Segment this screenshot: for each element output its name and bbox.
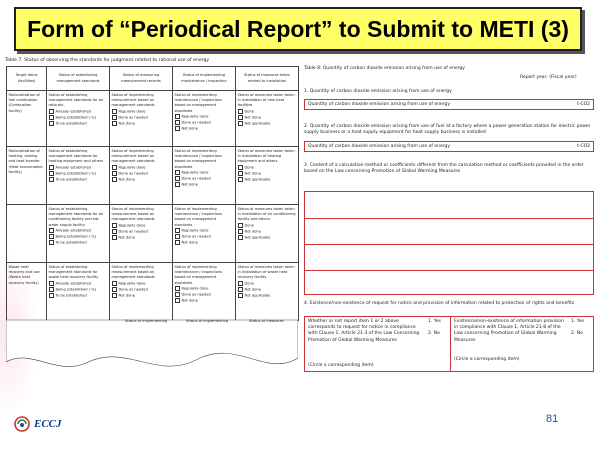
checkbox-icon[interactable] — [175, 176, 180, 181]
table7-target-cell: Rationalization of fuel combustion (Combustion facility) — [7, 91, 47, 147]
checkbox-label: Not done — [118, 121, 135, 126]
checkbox-label: Regularly done — [181, 228, 209, 233]
checkbox-label: To be established — [55, 121, 87, 126]
checkbox-icon[interactable] — [175, 170, 180, 175]
item2-box-label: Quantity of carbon dioxide emission arising from use of energy — [308, 144, 451, 149]
table7-checkbox-option[interactable] — [175, 182, 234, 188]
checkbox-icon[interactable] — [175, 298, 180, 303]
table7-cell — [173, 205, 236, 263]
checkbox-icon[interactable] — [112, 121, 117, 126]
checkbox-label: Done — [244, 223, 254, 228]
checkbox-icon[interactable] — [49, 293, 54, 298]
table7-cell-text: Status of implementing maintenance / inspections based on management standards — [174, 264, 222, 285]
item4-left-option: 1. Yes — [428, 319, 441, 324]
table7-cell-text: Status of implementing measurement based on management standards — [111, 264, 155, 280]
table7-cell-text: Status of implementing measurement based on management standards — [111, 92, 155, 108]
item4-right-note: (Circle a corresponding item) — [454, 357, 520, 362]
checkbox-icon[interactable] — [49, 240, 54, 245]
table7-header: Status of measuring measurement records — [110, 67, 173, 91]
checkbox-label: Already established — [55, 109, 91, 114]
table7-checkbox-option[interactable] — [112, 235, 171, 241]
checkbox-label: Regularly done — [118, 109, 146, 114]
table7-cell-text: Status of implementing maintenance / inspections based on management standards — [174, 148, 222, 169]
table7-partial-cell: Status of implementing — [125, 319, 168, 323]
table7-checkbox-option[interactable] — [175, 298, 234, 304]
table7-header: Status of establishing management standards — [47, 67, 110, 91]
checkbox-label: Done as needed — [181, 234, 211, 239]
checkbox-label: Being established ( %) — [55, 234, 96, 239]
table7-cell — [236, 91, 299, 147]
table7-cell-text: Status of establishing management standards for heating equipment and others — [48, 148, 104, 164]
checkbox-label: Already established — [55, 281, 91, 286]
checkbox-icon[interactable] — [49, 234, 54, 239]
checkbox-label: Not done — [181, 126, 198, 131]
checkbox-label: Being established ( %) — [55, 115, 96, 120]
checkbox-icon[interactable] — [175, 292, 180, 297]
checkbox-icon[interactable] — [49, 109, 54, 114]
checkbox-label: Not applicable — [244, 235, 271, 240]
table7-cell — [236, 205, 299, 263]
checkbox-icon[interactable] — [112, 229, 117, 234]
slide-title-box — [14, 7, 582, 51]
table7-header: Status of implementing maintenance / inspection — [173, 67, 236, 91]
checkbox-label: Regularly done — [118, 223, 146, 228]
table7-target-cell — [7, 205, 47, 263]
checkbox-icon[interactable] — [238, 121, 243, 126]
checkbox-label: Regularly done — [181, 286, 209, 291]
checkbox-icon[interactable] — [112, 281, 117, 286]
table7-cell — [110, 91, 173, 147]
checkbox-icon[interactable] — [175, 120, 180, 125]
checkbox-icon[interactable] — [112, 177, 117, 182]
table7-checkbox-option[interactable] — [238, 177, 297, 183]
checkbox-label: Regularly done — [181, 114, 209, 119]
item4-box — [304, 316, 594, 372]
item2-title: 2. Quantity of carbon dioxide emission arising from use of fuel at a factory where a power generation station for electric power supply business or a heat supply equipment for heat supply business is installed — [304, 124, 591, 135]
checkbox-label: Done as needed — [118, 171, 148, 176]
checkbox-label: Not done — [244, 171, 261, 176]
checkbox-label: Not done — [118, 235, 135, 240]
checkbox-icon[interactable] — [238, 235, 243, 240]
slide-title: Form of “Periodical Report” to Submit to METI (3) — [27, 15, 569, 42]
checkbox-label: Done as needed — [118, 287, 148, 292]
item4-title: 4. Existence/non-existence of request for notice and provision of information related to protection of rights and benefits — [304, 301, 575, 306]
checkbox-label: Done as needed — [181, 120, 211, 125]
table7-header: Target items (facilities) — [7, 67, 47, 91]
checkbox-icon[interactable] — [175, 240, 180, 245]
item4-left-option: 2. No — [428, 331, 440, 336]
checkbox-icon[interactable] — [49, 171, 54, 176]
table7-header: Status of measures taken related to installation — [236, 67, 299, 91]
item4-left-note: (Circle a corresponding item) — [308, 363, 374, 368]
table7-partial-cell: Status of implementing — [186, 319, 229, 323]
item2-box — [304, 141, 594, 152]
checkbox-label: Not applicable — [244, 177, 271, 182]
item4-right-text: Existence/non-existence of information provision in compliance with Clause 1, Article 21-8 of the Law concerning Promotion of Global Warming Measures — [454, 319, 564, 343]
table7-cell — [110, 205, 173, 263]
checkbox-icon[interactable] — [238, 229, 243, 234]
table7-row — [7, 263, 299, 321]
report-year: Report year: (Fiscal year) — [520, 75, 577, 80]
table7-checkbox-option[interactable] — [49, 177, 108, 183]
checkbox-label: To be established — [55, 293, 87, 298]
table7-checkbox-option[interactable] — [238, 293, 297, 299]
checkbox-icon[interactable] — [238, 165, 243, 170]
checkbox-icon[interactable] — [175, 228, 180, 233]
checkbox-label: Being established ( %) — [55, 171, 96, 176]
checkbox-label: Not done — [181, 298, 198, 303]
checkbox-label: Not done — [181, 240, 198, 245]
table7-checkbox-option[interactable] — [112, 293, 171, 299]
checkbox-icon[interactable] — [112, 287, 117, 292]
checkbox-icon[interactable] — [112, 109, 117, 114]
checkbox-icon[interactable] — [175, 182, 180, 187]
table7-cell-text: Status of measures taken taken in installation of air conditioning facility and others — [237, 206, 296, 222]
table7-row — [7, 91, 299, 147]
checkbox-icon[interactable] — [49, 165, 54, 170]
item3-box — [304, 191, 594, 295]
item1-title: 1. Quantity of carbon dioxide emission arising from use of energy — [304, 89, 452, 94]
table7-cell-text: Status of implementing maintenance / inspections based on management standards — [174, 206, 222, 227]
checkbox-icon[interactable] — [238, 177, 243, 182]
checkbox-icon[interactable] — [112, 165, 117, 170]
table7-cell-text: Status of implementing measurement based on management standards — [111, 206, 155, 222]
table7-cell-text: Status of establishing management standards for air conditioning facility and hot water supply facility — [48, 206, 104, 227]
table7-checkbox-option[interactable] — [175, 126, 234, 132]
checkbox-label: Regularly done — [118, 165, 146, 170]
item1-box-label: Quantity of carbon dioxide emission arising from use of energy — [308, 102, 451, 107]
item3-title: 3. Content of a calculation method or coefficients different from the calculation method or coefficients provided in the order based on the Law concerning Promotion of Global Warming Measures — [304, 163, 584, 174]
checkbox-icon[interactable] — [238, 293, 243, 298]
checkbox-label: Done as needed — [181, 176, 211, 181]
item1-box — [304, 99, 594, 110]
checkbox-label: Not done — [118, 293, 135, 298]
table7 — [6, 66, 299, 321]
table7-checkbox-option[interactable] — [175, 240, 234, 246]
table7-row — [7, 147, 299, 205]
table7-cell-text: Status of measures taken taken in installation of heating equipment and others — [237, 148, 295, 164]
checkbox-label: Already established — [55, 165, 91, 170]
checkbox-icon[interactable] — [175, 234, 180, 239]
checkbox-label: Not done — [181, 182, 198, 187]
table7-checkbox-option[interactable] — [49, 121, 108, 127]
checkbox-label: Regularly done — [181, 170, 209, 175]
checkbox-label: Not done — [244, 229, 261, 234]
item4-right-option: 2. No — [571, 331, 583, 336]
checkbox-icon[interactable] — [49, 228, 54, 233]
torn-table-bottom — [6, 318, 298, 378]
table7-cell — [47, 263, 110, 321]
checkbox-icon[interactable] — [238, 171, 243, 176]
checkbox-label: Done — [244, 165, 254, 170]
eccj-logo-text: ECCJ — [34, 418, 62, 430]
checkbox-icon[interactable] — [175, 126, 180, 131]
table7-target-cell: Rationalization of heating, cooling and heat transfer (Heat consumption facility) — [7, 147, 47, 205]
checkbox-icon[interactable] — [175, 286, 180, 291]
table7-row — [7, 205, 299, 263]
table7-cell-text: Status of establishing management standards for waste heat recovery facility — [48, 264, 99, 280]
checkbox-label: Not applicable — [244, 121, 271, 126]
checkbox-icon[interactable] — [49, 115, 54, 120]
item2-unit: t-CO2 — [577, 144, 590, 149]
checkbox-label: To be established — [55, 240, 87, 245]
table7-partial-cell: Status of measures — [249, 319, 284, 323]
table7-checkbox-option[interactable] — [112, 177, 171, 183]
eccj-logo-icon — [14, 416, 30, 432]
checkbox-label: Not done — [118, 177, 135, 182]
table7-checkbox-option[interactable] — [49, 293, 108, 299]
table8-caption: Table 8: Quantity of carbon dioxide emission arising from use of energy — [304, 66, 465, 71]
item4-right-option: 1. Yes — [571, 319, 584, 324]
checkbox-icon[interactable] — [175, 114, 180, 119]
checkbox-icon[interactable] — [49, 287, 54, 292]
checkbox-icon[interactable] — [238, 287, 243, 292]
checkbox-icon[interactable] — [49, 177, 54, 182]
table7-cell — [173, 91, 236, 147]
table7-cell-text: Status of measures taken taken in installation of new heat facilities — [237, 92, 295, 108]
checkbox-icon[interactable] — [112, 293, 117, 298]
checkbox-icon[interactable] — [238, 281, 243, 286]
checkbox-label: Regularly done — [118, 281, 146, 286]
table7-cell — [47, 147, 110, 205]
checkbox-label: Done as needed — [118, 229, 148, 234]
checkbox-label: Done as needed — [181, 292, 211, 297]
checkbox-label: Already established — [55, 228, 91, 233]
checkbox-label: Done as needed — [118, 115, 148, 120]
table7-cell — [47, 91, 110, 147]
checkbox-icon[interactable] — [49, 281, 54, 286]
checkbox-icon[interactable] — [112, 171, 117, 176]
checkbox-label: Not done — [244, 115, 261, 120]
table7-cell-text: Status of implementing measurement based on management standards — [111, 148, 155, 164]
table7-target-cell: Waste heat recovery and use (Waste heat recovery facility) — [7, 263, 47, 321]
checkbox-label: Not applicable — [244, 293, 271, 298]
checkbox-icon[interactable] — [238, 109, 243, 114]
table7-cell — [236, 147, 299, 205]
table7-header-row — [7, 67, 299, 91]
checkbox-label: To be established — [55, 177, 87, 182]
table7-checkbox-option[interactable] — [49, 240, 108, 246]
checkbox-label: Done — [244, 281, 254, 286]
checkbox-label: Done — [244, 109, 254, 114]
table7-cell — [236, 263, 299, 321]
checkbox-icon[interactable] — [112, 235, 117, 240]
table7-cell-text: Status of measures taken taken in installation of waste heat recovery facility — [237, 264, 295, 280]
table7-caption: Table 7. Status of observing the standards for judgment related to rational use of energy — [5, 58, 210, 63]
table7-checkbox-option[interactable] — [112, 121, 171, 127]
item4-left-text: Whether or not report item 1 or 2 above corresponds to request for notice in compliance with Clause 1, Article 21-3 of the Law Concerning Promotion of Global Warming Measures — [308, 319, 420, 343]
table7-cell — [47, 205, 110, 263]
table7-cell — [173, 147, 236, 205]
checkbox-icon[interactable] — [238, 115, 243, 120]
checkbox-icon[interactable] — [49, 121, 54, 126]
checkbox-icon[interactable] — [112, 115, 117, 120]
table7-checkbox-option[interactable] — [238, 235, 297, 241]
table7-checkbox-option[interactable] — [238, 121, 297, 127]
item1-unit: t-CO2 — [577, 102, 590, 107]
table7-cell — [110, 147, 173, 205]
checkbox-label: Not done — [244, 287, 261, 292]
checkbox-icon[interactable] — [238, 223, 243, 228]
table7-cell-text: Status of establishing management standards for air ratio etc. — [48, 92, 104, 108]
table7-cell — [173, 263, 236, 321]
table7-cell-text: Status of implementing maintenance / inspections based on management standards — [174, 92, 222, 113]
eccj-logo — [14, 416, 62, 432]
checkbox-label: Being established ( %) — [55, 287, 96, 292]
table7-cell — [110, 263, 173, 321]
checkbox-icon[interactable] — [112, 223, 117, 228]
page-number: 81 — [546, 413, 559, 425]
